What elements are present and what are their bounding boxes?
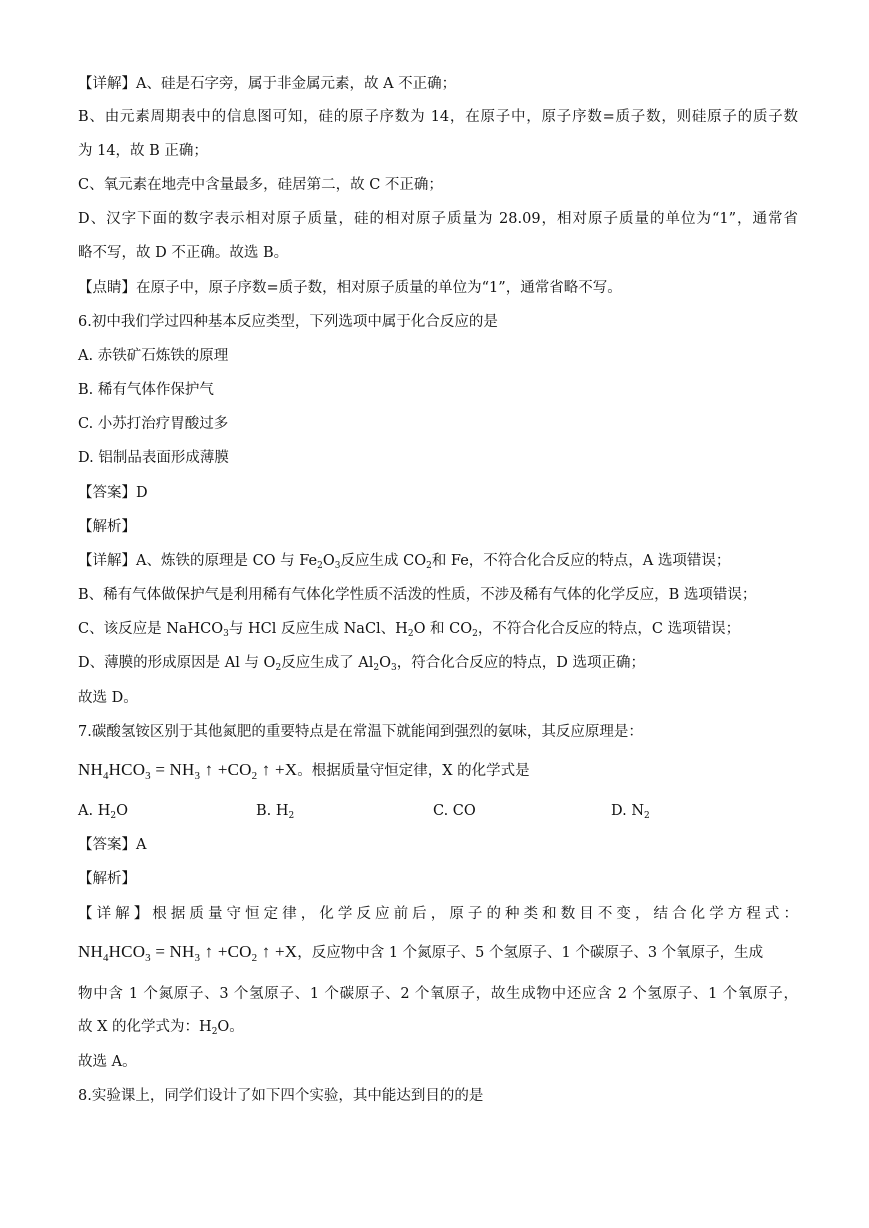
reaction-equation: $NH_4HCO_3 = NH_3$ ↑ $+CO_2$ ↑ +X	[78, 760, 298, 782]
explanation-a: 【详解】A、硅是石字旁，属于非金属元素，故 A 不正确；	[78, 76, 457, 92]
question-7-option-d: D. $N_2$	[611, 803, 650, 821]
question-6-option-a: A. 赤铁矿石炼铁的原理	[78, 348, 229, 364]
question-7-selection: 故选 A。	[78, 1054, 137, 1070]
question-6-detail-d: D、薄膜的形成原因是 Al 与 $O_2$反应生成了 $Al_2O_3$，符合化合反应的特点，D 选项正确；	[78, 655, 645, 673]
explanation-b-line1: B、由元素周期表中的信息图可知，硅的原子序数为 14，在原子中，原子序数=质子数，则硅原子的质子数	[78, 109, 798, 125]
question-6-option-d: D. 铝制品表面形成薄膜	[78, 450, 229, 466]
explanation-d-line2: 略不写，故 D 不正确。故选 B。	[78, 245, 289, 261]
question-6-detail-a: 【详解】A、炼铁的原理是 CO 与 $Fe_2O_3$反应生成 $CO_2$和 Fe，不符合化合反应的特点，A 选项错误；	[78, 553, 731, 571]
question-6-option-b: B. 稀有气体作保护气	[78, 382, 214, 398]
question-6-selection: 故选 D。	[78, 690, 138, 706]
question-7-detail-line1: 【详解】根据质量守恒定律，化学反应前后，原子的种类和数目不变，结合化学方程式：	[78, 906, 798, 922]
explanation-c: C、氧元素在地壳中含量最多，硅居第二，故 C 不正确；	[78, 177, 443, 193]
key-point: 【点睛】在原子中，原子序数=质子数，相对原子质量的单位为“1”，通常省略不写。	[78, 280, 622, 296]
question-7-option-a: A. $H_2O$	[78, 803, 128, 821]
explanation-d-line1: D、汉字下面的数字表示相对原子质量，硅的相对原子质量为 28.09，相对原子质量的单位为“1”，通常省	[78, 211, 798, 227]
question-7-option-c: C. CO	[433, 803, 476, 819]
question-6-analysis-heading: 【解析】	[78, 519, 136, 535]
question-6-option-c: C. 小苏打治疗胃酸过多	[78, 416, 229, 432]
question-6-detail-b: B、稀有气体做保护气是利用稀有气体化学性质不活泼的性质，不涉及稀有气体的化学反应，B 选项错误；	[78, 587, 757, 603]
question-6-answer: 【答案】D	[78, 485, 148, 501]
question-7-analysis-heading: 【解析】	[78, 871, 136, 887]
question-7-equation-line: $NH_4HCO_3 = NH_3$ ↑ $+CO_2$ ↑ +X。根据质量守恒定律，X 的化学式是	[78, 760, 530, 782]
question-7-detail-line2: $NH_4HCO_3 = NH_3$ ↑ $+CO_2$ ↑ +X，反应物中含 1 个氮原子、5 个氢原子、1 个碳原子、3 个氧原子，生成	[78, 942, 764, 964]
question-7-detail-line4: 故 X 的化学式为：$H_2O$。	[78, 1019, 244, 1037]
reaction-equation-repeat: $NH_4HCO_3 = NH_3$ ↑ $+CO_2$ ↑ +X	[78, 942, 298, 964]
question-8-stem: 8.实验课上，同学们设计了如下四个实验，其中能达到目的的是	[78, 1088, 484, 1104]
question-7-answer: 【答案】A	[78, 837, 147, 853]
question-7-stem: 7.碳酸氢铵区别于其他氮肥的重要特点是在常温下就能闻到强烈的氨味，其反应原理是：	[78, 724, 643, 740]
question-7-detail-line3: 物中含 1 个氮原子、3 个氢原子、1 个碳原子、2 个氧原子，故生成物中还应含 2 个氢原子、1 个氧原子，	[78, 986, 798, 1002]
question-6-detail-c: C、该反应是 NaHCO$_3$与 HCl 反应生成 NaCl、$H_2O$ 和 $CO_2$，不符合化合反应的特点，C 选项错误；	[78, 621, 741, 639]
question-6-stem: 6.初中我们学过四种基本反应类型，下列选项中属于化合反应的是	[78, 314, 498, 330]
explanation-b-line2: 为 14，故 B 正确；	[78, 143, 208, 159]
question-7-option-b: B. $H_2$	[256, 803, 295, 821]
